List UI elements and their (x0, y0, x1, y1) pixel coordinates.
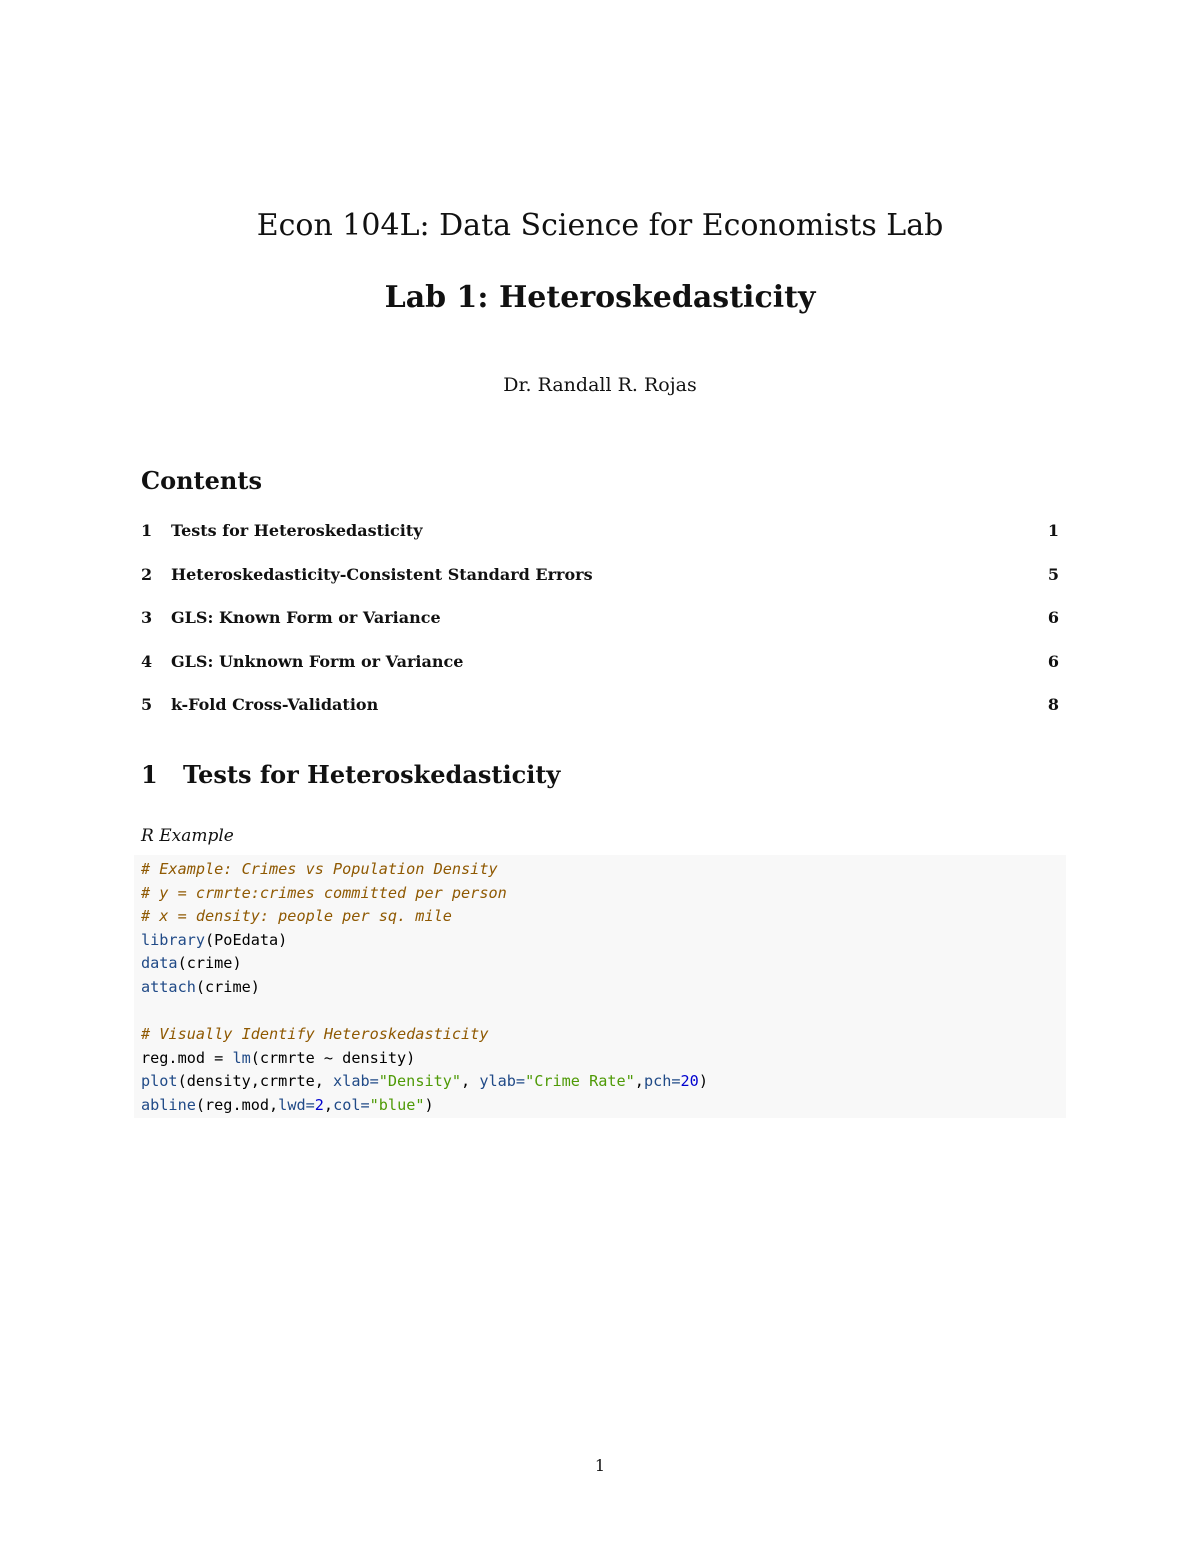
code-function: attach (141, 977, 196, 996)
code-line (141, 929, 1066, 953)
code-text: (density,crmrte, (177, 1072, 334, 1091)
section-number: 1 (141, 760, 158, 789)
code-text: , (323, 1095, 334, 1114)
code-line (141, 882, 1066, 906)
code-function: lm (232, 1048, 251, 1067)
toc-entry-label[interactable]: Tests for Heteroskedasticity (171, 521, 423, 540)
toc-entry-number: 3 (141, 608, 153, 627)
code-text: , (461, 1072, 480, 1091)
code-line (141, 1094, 1066, 1118)
example-label: R Example (141, 826, 234, 846)
code-text: ) (698, 1072, 708, 1091)
toc-entry-number: 1 (141, 521, 153, 540)
toc-entry-page[interactable]: 6 (1047, 608, 1059, 627)
code-line (141, 858, 1066, 882)
code-argument: lwd= (278, 1095, 315, 1114)
code-function: plot (141, 1072, 178, 1091)
toc-entry-label[interactable]: Heteroskedasticity-Consistent Standard Errors (171, 564, 593, 584)
code-text: (crime) (177, 954, 242, 973)
code-text: (crime) (195, 977, 260, 996)
code-argument: ylab= (479, 1072, 526, 1091)
code-string: "Density" (378, 1072, 462, 1091)
toc-entry-number: 5 (141, 695, 153, 714)
toc-entry-label[interactable]: k-Fold Cross-Validation (171, 695, 379, 714)
toc-entry-page[interactable]: 1 (1047, 521, 1059, 540)
code-string: "blue" (369, 1095, 425, 1114)
toc-entry-page[interactable]: 6 (1047, 651, 1059, 671)
code-comment: # Example: Crimes vs Population Density (141, 860, 498, 878)
code-text: , (634, 1072, 644, 1091)
code-argument: col= (333, 1095, 370, 1114)
table-of-contents (141, 517, 1059, 735)
toc-entry[interactable] (141, 604, 1059, 648)
code-text: ) (424, 1095, 434, 1114)
code-comment: # y = crmrte:crimes committed per person (141, 883, 507, 902)
code-comment: # Visually Identify Heteroskedasticity (141, 1025, 489, 1044)
toc-entry[interactable] (141, 517, 1059, 561)
toc-entry-number: 2 (141, 564, 153, 584)
toc-entry[interactable] (141, 561, 1059, 605)
code-blank-line (141, 1000, 1066, 1024)
code-line (141, 905, 1066, 929)
code-function: data (141, 954, 178, 973)
document-title: Econ 104L: Data Science for Economists Lab (256, 208, 944, 243)
code-line (141, 1070, 1066, 1094)
author-name: Dr. Randall R. Rojas (503, 374, 697, 396)
code-line (141, 1023, 1066, 1047)
code-text: (reg.mod, (195, 1095, 279, 1114)
toc-entry-label[interactable]: GLS: Unknown Form or Variance (171, 651, 464, 671)
code-text: reg.mod = (141, 1048, 233, 1067)
code-line (141, 976, 1066, 1000)
toc-entry-page[interactable]: 5 (1047, 564, 1059, 584)
toc-entry[interactable] (141, 648, 1059, 692)
code-line (141, 952, 1066, 976)
toc-entry-number: 4 (141, 651, 153, 671)
code-line (141, 1047, 1066, 1071)
code-comment: # x = density: people per sq. mile (141, 907, 452, 926)
contents-heading: Contents (141, 466, 262, 495)
page-number: 1 (594, 1456, 606, 1475)
toc-entry-page[interactable]: 8 (1047, 695, 1059, 714)
code-string: "Crime Rate" (525, 1072, 635, 1091)
toc-entry[interactable] (141, 691, 1059, 735)
code-number: 20 (680, 1072, 699, 1091)
toc-entry-label[interactable]: GLS: Known Form or Variance (171, 608, 441, 627)
code-text: (PoEdata) (205, 930, 288, 949)
document-subtitle: Lab 1: Heteroskedasticity (384, 280, 816, 315)
code-number: 2 (314, 1095, 324, 1114)
code-text: (crmrte ~ density) (250, 1048, 416, 1067)
code-argument: xlab= (333, 1072, 379, 1091)
section-heading (141, 760, 560, 789)
code-function: library (141, 930, 206, 949)
code-function: abline (141, 1095, 196, 1114)
code-argument: pch= (643, 1072, 681, 1091)
code-block[interactable] (134, 855, 1066, 1118)
section-title: Tests for Heteroskedasticity (183, 760, 561, 789)
